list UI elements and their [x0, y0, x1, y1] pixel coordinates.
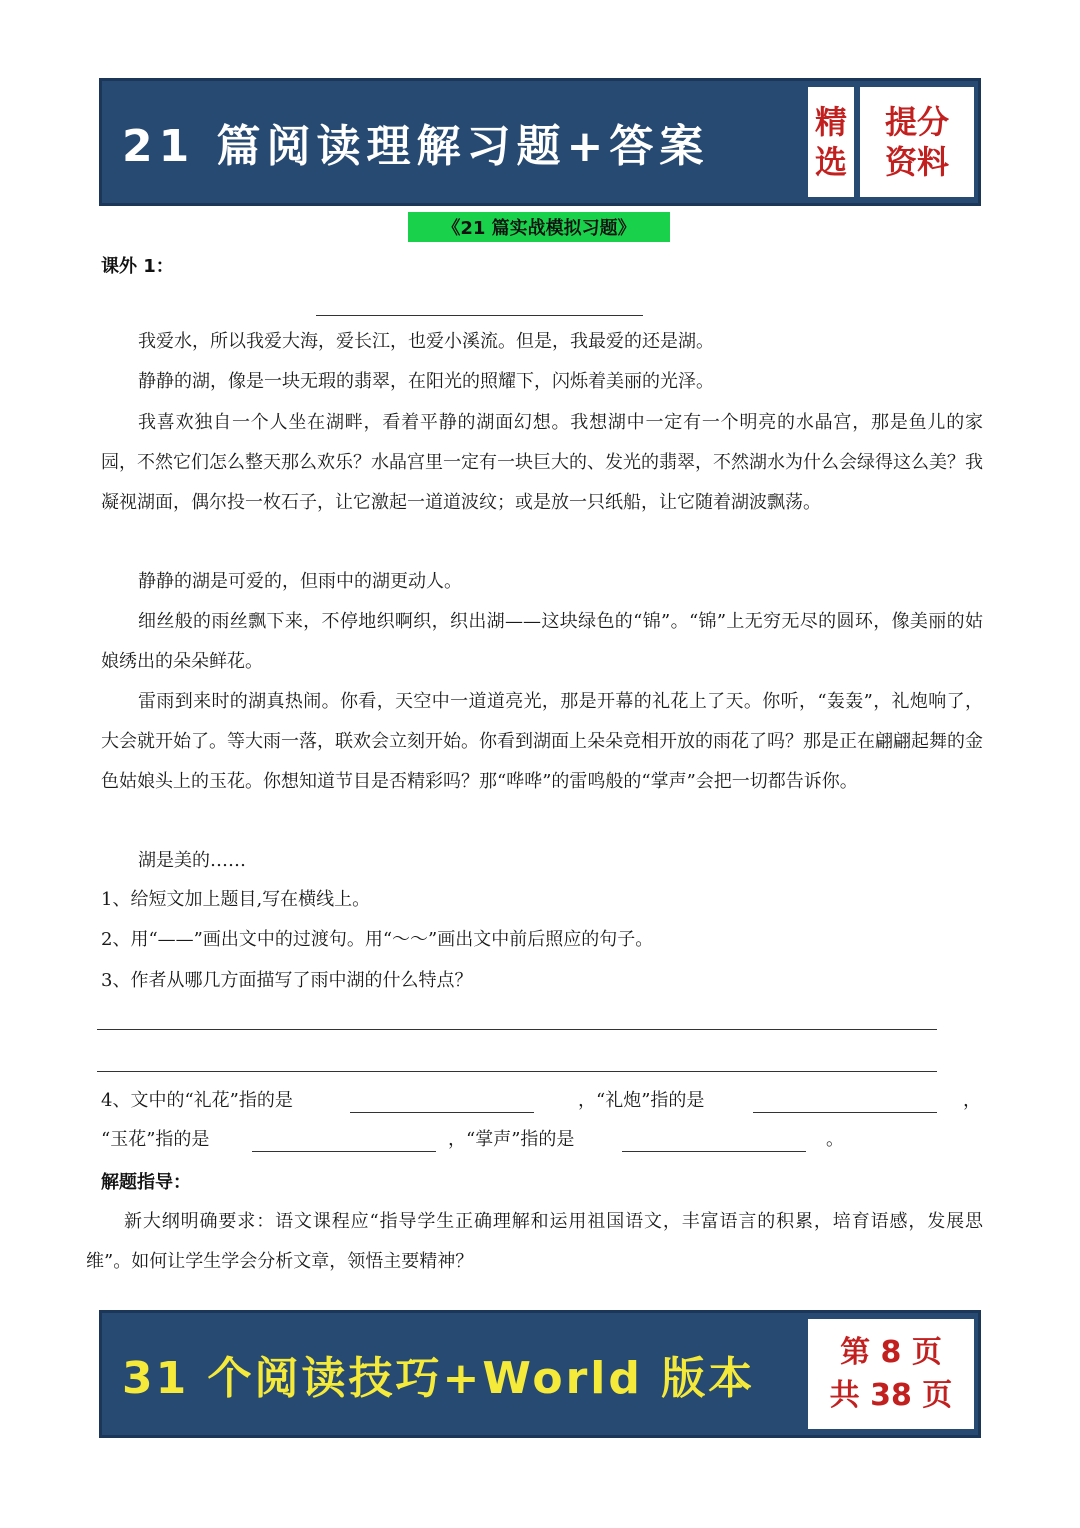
question-4-end: 。	[826, 1129, 844, 1150]
footer-banner	[99, 1310, 981, 1438]
blank-yuhua	[252, 1151, 436, 1152]
question-4-comma: ，	[963, 1090, 981, 1111]
blank-zhangsheng	[622, 1151, 806, 1152]
page-total: 共 38 页	[829, 1378, 953, 1413]
title-answer-line	[316, 315, 643, 316]
section-label: 课外 1：	[101, 256, 174, 277]
subtitle-highlight: 《21 篇实战模拟习题》	[408, 212, 670, 242]
answer-line-1	[97, 1029, 937, 1030]
tag-tifen-ziliao	[860, 87, 974, 197]
passage-paragraph-2: 静静的湖，像是一块无瑕的翡翠，在阳光的照耀下，闪烁着美丽的光泽。	[138, 371, 714, 392]
passage-paragraph-7: 湖是美的……	[138, 850, 246, 871]
question-4-part-1: 4、文中的“礼花”指的是	[101, 1090, 293, 1111]
tag-line-2: 资料	[884, 143, 949, 181]
passage-paragraph-6: 雷雨到来时的湖真热闹。你看，天空中一道道亮光，那是开幕的礼花上了天。你听，“轰轰”，礼炮响了，大会就开始了。等大雨一落，联欢会立刻开始。你看到湖面上朵朵竞相开放的雨花了吗？那是正在翩翩起舞的金色姑娘头上的玉花。你想知道节目是否精彩吗？那“哗哗”的雷鸣般的“掌声”会把一切都告诉你。	[101, 691, 983, 792]
tag-jingxuan	[808, 87, 854, 197]
guide-text: 新大纲明确要求：语文课程应“指导学生正确理解和运用祖国语文，丰富语言的积累，培育语感，发展思维”。如何让学生学会分析文章，领悟主要精神？	[86, 1211, 983, 1272]
blank-lipao	[753, 1112, 937, 1113]
guide-label: 解题指导：	[101, 1172, 191, 1193]
question-4-part-2: ，“礼炮”指的是	[578, 1090, 705, 1111]
page-indicator	[808, 1319, 974, 1429]
passage-paragraph-5: 细丝般的雨丝飘下来，不停地织啊织，织出湖——这块绿色的“锦”。“锦”上无穷无尽的圆环，像美丽的姑娘绣出的朵朵鲜花。	[101, 611, 983, 672]
header-title: 21 篇阅读理解习题+答案	[122, 121, 710, 172]
question-4-part-3: “玉花”指的是	[101, 1129, 210, 1150]
tag-char-2: 选	[814, 143, 847, 181]
blank-lihua	[350, 1112, 534, 1113]
question-3: 3、作者从哪几方面描写了雨中湖的什么特点？	[101, 970, 473, 991]
passage-paragraph-3: 我喜欢独自一个人坐在湖畔，看着平静的湖面幻想。我想湖中一定有一个明亮的水晶宫，那是鱼儿的家园，不然它们怎么整天那么欢乐？水晶宫里一定有一块巨大的、发光的翡翠，不然湖水为什么会绿得这么美？我凝视湖面，偶尔投一枚石子，让它激起一道道波纹；或是放一只纸船，让它随着湖波飘荡。	[101, 412, 983, 513]
passage-paragraph-1: 我爱水，所以我爱大海，爱长江，也爱小溪流。但是，我最爱的还是湖。	[138, 331, 714, 352]
tag-line-1: 提分	[884, 103, 949, 141]
answer-line-2	[97, 1071, 937, 1072]
question-2: 2、用“——”画出文中的过渡句。用“～～”画出文中前后照应的句子。	[101, 929, 654, 950]
page-current: 第 8 页	[840, 1334, 942, 1370]
question-1: 1、给短文加上题目,写在横线上。	[101, 889, 371, 910]
question-4-part-4: ，“掌声”指的是	[448, 1129, 575, 1150]
footer-title: 31 个阅读技巧+World 版本	[122, 1353, 756, 1404]
tag-char-1: 精	[814, 103, 847, 141]
header-banner	[99, 78, 981, 206]
passage-paragraph-4: 静静的湖是可爱的，但雨中的湖更动人。	[138, 571, 462, 592]
